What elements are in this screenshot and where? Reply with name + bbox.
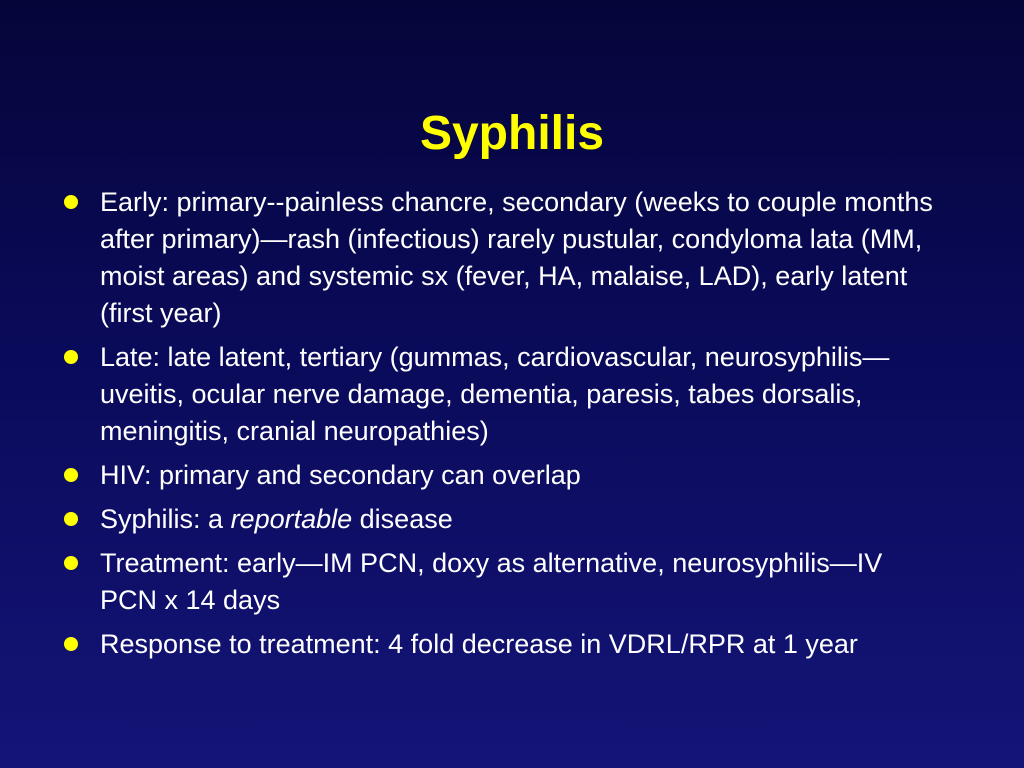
bullet-text: Early: primary--painless chancre, secondary (weeks to couple months after primary)—rash (infectious) rarely pustular, condyloma lata (MM, moist areas) and systemic sx (fever, HA, malaise, LAD), early latent (first year) <box>100 187 933 328</box>
slide-title: Syphilis <box>419 107 605 160</box>
bullet-item-late <box>64 339 944 450</box>
bullet-dot-icon <box>64 637 78 651</box>
bullet-dot-icon <box>64 556 78 570</box>
bullet-text-prefix: Syphilis: a <box>100 504 231 534</box>
bullet-text: Treatment: early—IM PCN, doxy as alternative, neurosyphilis—IV PCN x 14 days <box>100 548 883 615</box>
bullet-dot-icon <box>64 350 78 364</box>
bullet-item-reportable <box>64 501 944 538</box>
bullet-text-emphasis: reportable <box>230 504 353 534</box>
bullet-text: HIV: primary and secondary can overlap <box>100 460 581 490</box>
bullet-dot-icon <box>64 512 78 526</box>
bullet-item-treatment <box>64 545 944 619</box>
bullet-item-response <box>64 626 944 663</box>
bullet-text-suffix: disease <box>352 504 453 534</box>
bullet-item-early <box>64 184 944 332</box>
bullet-dot-icon <box>64 468 78 482</box>
bullet-text: Response to treatment: 4 fold decrease in VDRL/RPR at 1 year <box>100 629 858 659</box>
bullet-list <box>64 184 944 670</box>
bullet-dot-icon <box>64 195 78 209</box>
bullet-item-hiv <box>64 457 944 494</box>
bullet-text: Late: late latent, tertiary (gummas, cardiovascular, neurosyphilis—uveitis, ocular nerve damage, dementia, paresis, tabes dorsalis, meningitis, cranial neuropathies) <box>100 342 890 446</box>
